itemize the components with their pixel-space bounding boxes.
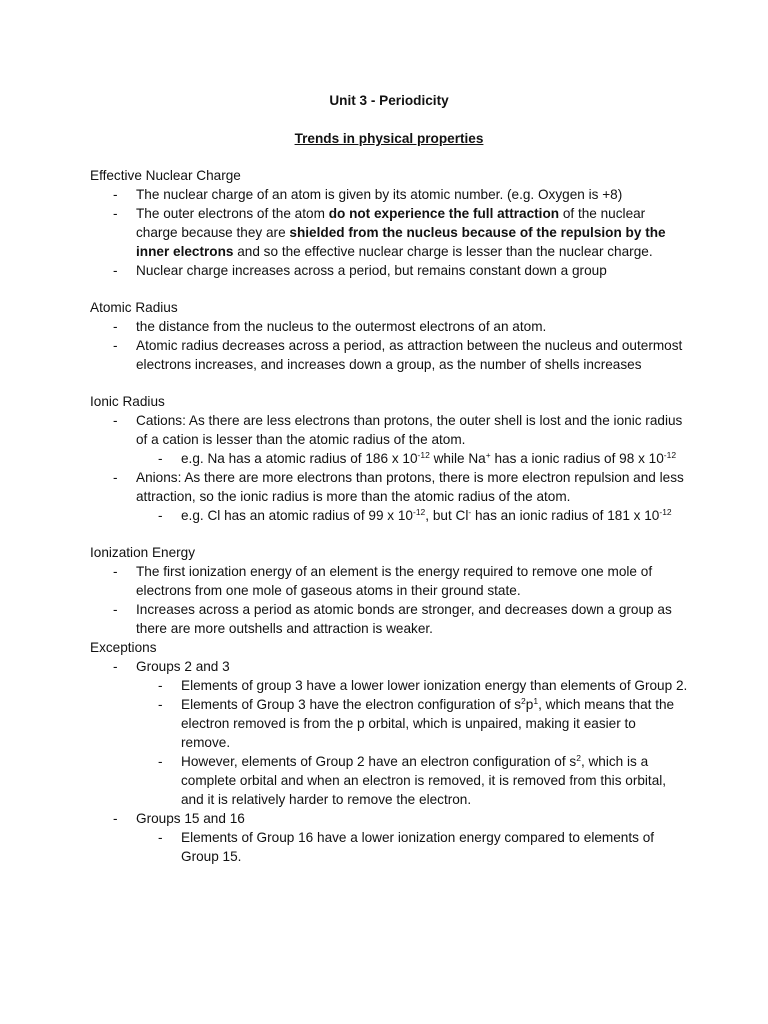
superscript: -12 bbox=[663, 450, 677, 460]
text-run: , which is a complete orbital and when an electron is removed, it is removed from this orbital, and it is relatively harder to remove the electron. bbox=[181, 754, 667, 807]
bullet-list bbox=[90, 562, 688, 638]
document-subtitle: Trends in physical properties bbox=[294, 131, 484, 146]
section-heading: Ionic Radius bbox=[90, 394, 165, 409]
list-item: - Elements of group 3 have a lower lower ionization energy than elements of Group 2. bbox=[136, 676, 688, 695]
text-run: and so the effective nuclear charge is lesser than the nuclear charge. bbox=[233, 244, 653, 259]
spacer bbox=[90, 280, 688, 298]
superscript: -12 bbox=[412, 507, 426, 517]
text-run: , but Cl bbox=[425, 508, 469, 523]
list-item bbox=[90, 657, 688, 809]
text-run: e.g. Na has a atomic radius of 186 x 10 bbox=[181, 451, 418, 466]
text-run: e.g. Cl has an atomic radius of 99 x 10 bbox=[181, 508, 413, 523]
list-item: - the distance from the nucleus to the outermost electrons of an atom. bbox=[90, 317, 688, 336]
list-item: - The nuclear charge of an atom is given by its atomic number. (e.g. Oxygen is +8) bbox=[90, 185, 688, 204]
bold-text: do not experience the full attraction bbox=[328, 206, 560, 221]
text-run: has an ionic radius of 181 x 10 bbox=[471, 508, 660, 523]
superscript: 2 bbox=[576, 753, 581, 763]
spacer bbox=[90, 148, 688, 166]
sub-bullet-list bbox=[136, 506, 688, 525]
superscript: + bbox=[485, 450, 491, 460]
list-item bbox=[90, 809, 688, 866]
text-run: Groups 2 and 3 bbox=[136, 659, 230, 674]
sub-bullet-list bbox=[136, 676, 688, 809]
list-item: - Increases across a period as atomic bonds are stronger, and decreases down a group as there are more outshells and attraction is weaker. bbox=[90, 600, 688, 638]
section-heading: Exceptions bbox=[90, 640, 157, 655]
list-item: - Nuclear charge increases across a period, but remains constant down a group bbox=[90, 261, 688, 280]
text-run: while Na bbox=[429, 451, 486, 466]
bullet-list bbox=[90, 185, 688, 280]
text-run: The outer electrons of the atom bbox=[136, 206, 329, 221]
list-item bbox=[136, 506, 688, 525]
section-ionic-radius bbox=[90, 392, 688, 525]
bullet-list bbox=[90, 317, 688, 374]
section-heading: Effective Nuclear Charge bbox=[90, 168, 241, 183]
list-item bbox=[90, 204, 688, 261]
text-run: , which means that the electron removed is from the p orbital, which is unpaired, making it easier to remove. bbox=[181, 697, 675, 750]
section-heading: Atomic Radius bbox=[90, 300, 178, 315]
text-run: has a ionic radius of 98 x 10 bbox=[490, 451, 664, 466]
list-item bbox=[90, 468, 688, 525]
list-item bbox=[136, 752, 688, 809]
document-title: Unit 3 - Periodicity bbox=[329, 93, 449, 108]
section-ionization-energy bbox=[90, 543, 688, 638]
section-heading: Ionization Energy bbox=[90, 545, 196, 560]
list-item bbox=[136, 695, 688, 752]
list-item bbox=[90, 411, 688, 468]
text-run: of the nuclear charge because they are bbox=[136, 206, 646, 240]
spacer bbox=[90, 374, 688, 392]
text-run: Elements of Group 3 have the electron configuration of s bbox=[181, 697, 522, 712]
text-run: However, elements of Group 2 have an electron configuration of s bbox=[181, 754, 577, 769]
text-run: p bbox=[525, 697, 534, 712]
superscript: 1 bbox=[533, 696, 539, 706]
bold-text: shielded from the nucleus because of the repulsion by the inner electrons bbox=[136, 225, 666, 259]
bullet-list bbox=[90, 411, 688, 525]
list-item: - The first ionization energy of an element is the energy required to remove one mole of electrons from one mole of gaseous atoms in their ground state. bbox=[90, 562, 688, 600]
section-exceptions bbox=[90, 638, 688, 866]
bullet-list bbox=[90, 657, 688, 866]
list-item bbox=[136, 449, 688, 468]
spacer bbox=[90, 525, 688, 543]
superscript: 2 bbox=[521, 696, 526, 706]
list-item: - Atomic radius decreases across a period, as attraction between the nucleus and outermost electrons increases, and increases down a group, as the number of shells increases bbox=[90, 336, 688, 374]
superscript: - bbox=[468, 507, 472, 517]
sub-bullet-list bbox=[136, 828, 688, 866]
text-run: Groups 15 and 16 bbox=[136, 811, 245, 826]
text-run: Cations: As there are less electrons than protons, the outer shell is lost and the ionic radius of a cation is lesser than the atomic radius of the atom. bbox=[136, 413, 683, 447]
sub-bullet-list bbox=[136, 449, 688, 468]
text-run: Anions: As there are more electrons than protons, there is more electron repulsion and less attraction, so the ionic radius is more than the atomic radius of the atom. bbox=[136, 470, 684, 504]
superscript: -12 bbox=[417, 450, 430, 460]
section-effective-nuclear-charge bbox=[90, 166, 688, 280]
superscript: -12 bbox=[659, 507, 672, 517]
list-item: - Elements of Group 16 have a lower ionization energy compared to elements of Group 15. bbox=[136, 828, 688, 866]
section-atomic-radius bbox=[90, 298, 688, 374]
